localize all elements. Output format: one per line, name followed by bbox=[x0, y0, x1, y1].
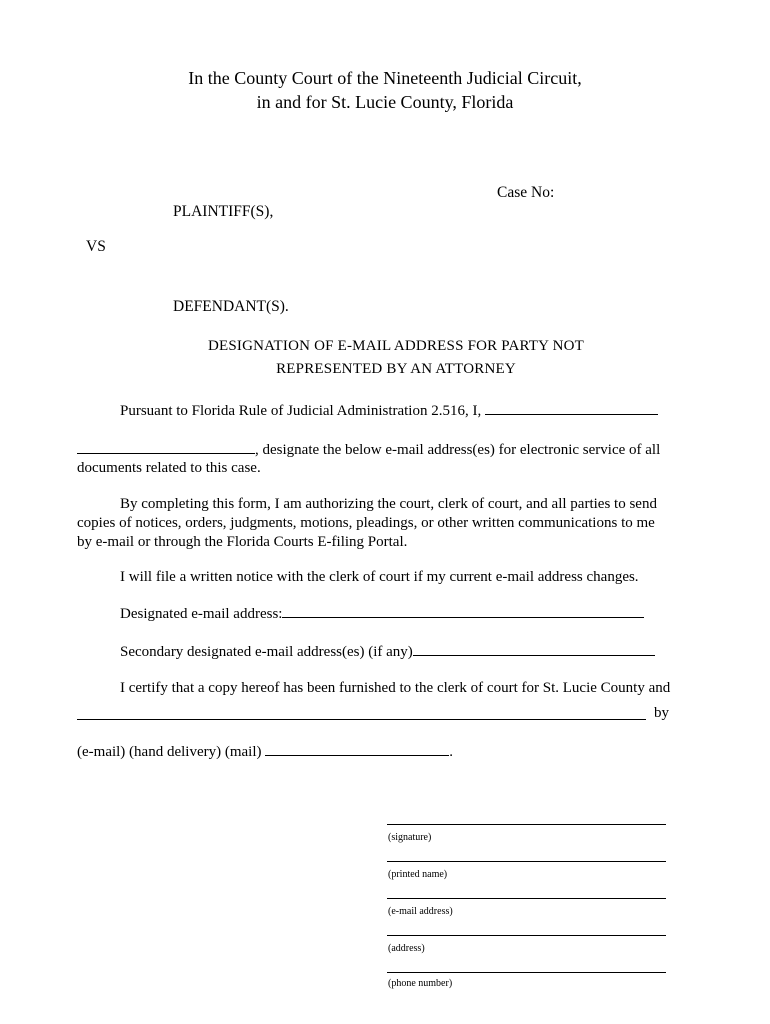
printed-name-line[interactable] bbox=[387, 861, 666, 862]
designated-email-row bbox=[120, 605, 644, 623]
designated-email-field[interactable] bbox=[282, 605, 644, 618]
designation-text: , designate the below e-mail address(es) for electronic service of all bbox=[255, 442, 661, 458]
phone-number-line[interactable] bbox=[387, 972, 666, 973]
secondary-email-row bbox=[120, 643, 655, 661]
address-line[interactable] bbox=[387, 935, 666, 936]
name-blank-2[interactable] bbox=[77, 441, 255, 454]
case-no-label: Case No: bbox=[497, 184, 555, 201]
designation-statement bbox=[77, 441, 660, 459]
rule-statement bbox=[120, 402, 658, 420]
secondary-email-field[interactable] bbox=[413, 643, 655, 656]
email-address-label: (e-mail address) bbox=[388, 906, 453, 917]
form-title-line1: DESIGNATION OF E-MAIL ADDRESS FOR PARTY NOT bbox=[207, 338, 585, 354]
phone-number-label: (phone number) bbox=[388, 978, 453, 989]
delivery-end: . bbox=[449, 744, 453, 760]
designated-email-label: Designated e-mail address: bbox=[120, 606, 283, 622]
court-name-line2: in and for St. Lucie County, Florida bbox=[256, 92, 514, 112]
court-name-line1: In the County Court of the Nineteenth Judicial Circuit, bbox=[188, 68, 582, 88]
email-address-line[interactable] bbox=[387, 898, 666, 899]
printed-name-label: (printed name) bbox=[388, 869, 448, 880]
authorization-line2: copies of notices, orders, judgments, motions, pleadings, or other written communications to me bbox=[77, 515, 655, 531]
certify-line1: I certify that a copy hereof has been furnished to the clerk of court for St. Lucie County and bbox=[120, 680, 671, 696]
certify-by: by bbox=[654, 705, 669, 721]
secondary-email-label: Secondary designated e-mail address(es) (if any) bbox=[120, 644, 413, 660]
authorization-line1: By completing this form, I am authorizing the court, clerk of court, and all parties to send bbox=[120, 496, 657, 512]
delivery-row bbox=[77, 743, 453, 761]
delivery-date-field[interactable] bbox=[265, 743, 449, 756]
delivery-label: (e-mail) (hand delivery) (mail) bbox=[77, 744, 262, 760]
designation-text-end: documents related to this case. bbox=[77, 460, 261, 476]
rule-statement-text: Pursuant to Florida Rule of Judicial Administration 2.516, I, bbox=[120, 403, 482, 419]
signature-line[interactable] bbox=[387, 824, 666, 825]
certify-recipient-field[interactable] bbox=[77, 719, 646, 720]
address-label: (address) bbox=[388, 943, 425, 954]
vs-label: VS bbox=[86, 238, 106, 255]
plaintiff-label: PLAINTIFF(S), bbox=[173, 203, 274, 220]
defendant-label: DEFENDANT(S). bbox=[173, 298, 289, 315]
form-title-line2: REPRESENTED BY AN ATTORNEY bbox=[276, 361, 516, 377]
notice-statement: I will file a written notice with the clerk of court if my current e-mail address changes. bbox=[120, 569, 639, 585]
name-blank-1[interactable] bbox=[485, 402, 658, 415]
signature-label: (signature) bbox=[388, 832, 432, 843]
authorization-line3: by e-mail or through the Florida Courts E-filing Portal. bbox=[77, 534, 408, 550]
